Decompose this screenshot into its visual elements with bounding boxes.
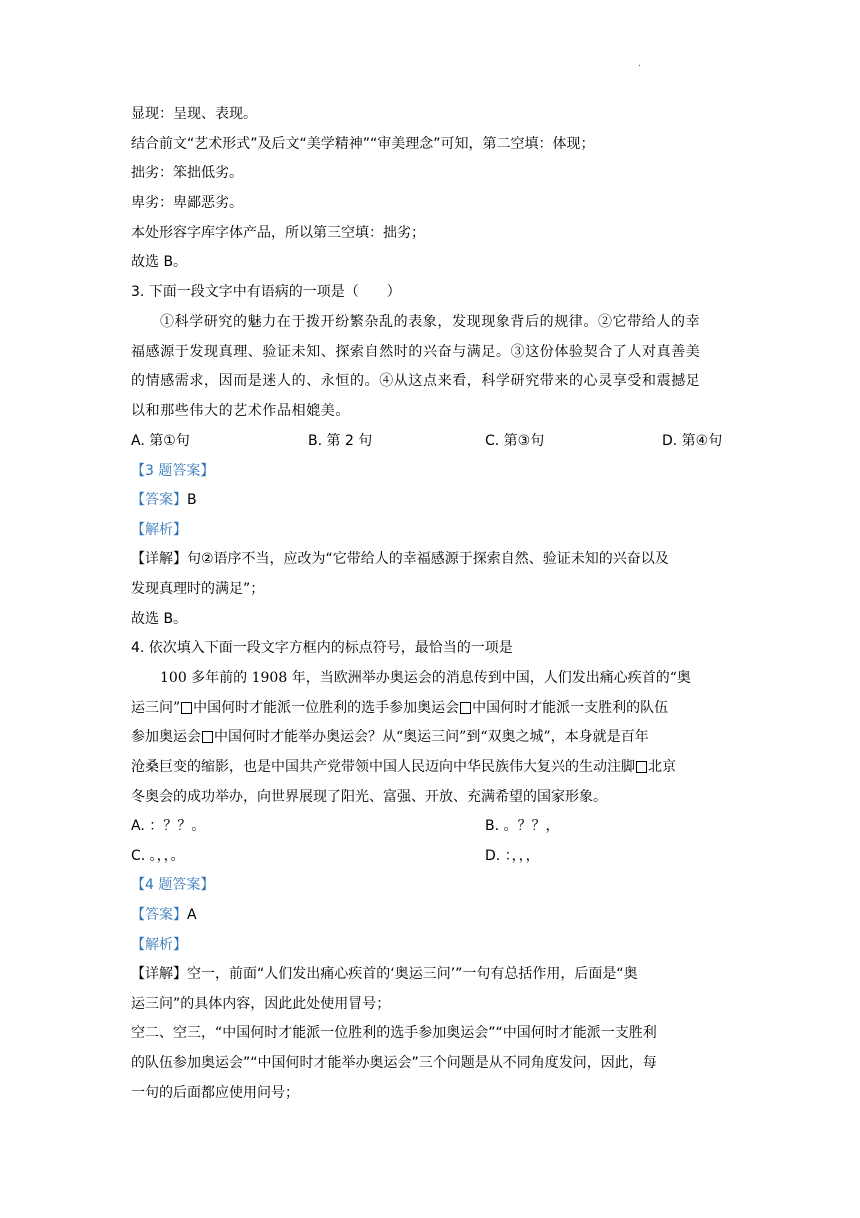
question-4-detail: 的队伍参加奥运会”“中国何时才能举办奥运会”三个问题是从不同角度发问，因此，每 bbox=[131, 1055, 657, 1071]
intro-line: 显现：呈现、表现。 bbox=[131, 106, 257, 122]
answer-value: B bbox=[187, 492, 197, 508]
question-4-answer-tag: 【4 题答案】 bbox=[131, 877, 215, 893]
question-4-stem: 4. 依次填入下面一段文字方框内的标点符号，最恰当的一项是 bbox=[131, 640, 513, 656]
question-4-option-c: C. 。，，。 bbox=[131, 848, 185, 864]
intro-line: 结合前文“艺术形式”及后文“美学精神”“审美理念”可知，第二空填：体现； bbox=[131, 136, 595, 152]
intro-line: 卑劣：卑鄙恶劣。 bbox=[131, 195, 243, 211]
question-4-detail: 运三问”的具体内容，因此此处使用冒号； bbox=[131, 996, 391, 1012]
question-4-detail: 空二、空三，“中国何时才能派一位胜利的选手参加奥运会”“中国何时才能派一支胜利 bbox=[131, 1025, 657, 1041]
question-3-passage-line: 福感源于发现真理、验证未知、探索自然时的兴奋与满足。③这份体验契合了人对真善美 bbox=[131, 344, 701, 360]
passage-text: 北京 bbox=[648, 759, 676, 775]
question-3-conclusion: 故选 B。 bbox=[131, 611, 188, 627]
question-4-analysis-label: 【解析】 bbox=[131, 937, 187, 953]
question-4-detail: 【详解】空一，前面“人们发出痛心疾首的‘奥运三问’”一句有总括作用，后面是“奥 bbox=[131, 966, 638, 982]
intro-line: 拙劣：笨拙低劣。 bbox=[131, 165, 243, 181]
question-4-option-d: D. ：，，， bbox=[485, 848, 540, 864]
question-4-passage-line bbox=[131, 696, 731, 720]
intro-line: 本处形容字库字体产品，所以第三空填：拙劣； bbox=[131, 225, 425, 241]
question-3-answer-tag: 【3 题答案】 bbox=[131, 463, 215, 479]
passage-text: 中国何时才能派一位胜利的选手参加奥运会 bbox=[193, 700, 460, 716]
question-3-stem: 3. 下面一段文字中有语病的一项是（ ） bbox=[131, 284, 401, 300]
answer-label: 【答案】 bbox=[131, 907, 187, 923]
intro-line: 故选 B。 bbox=[131, 254, 188, 270]
passage-text: 运三问” bbox=[131, 700, 181, 716]
question-4-detail: 一句的后面都应使用问号； bbox=[131, 1085, 299, 1101]
blank-box-2 bbox=[460, 702, 471, 714]
blank-box-1 bbox=[181, 702, 192, 714]
answer-label: 【答案】 bbox=[131, 492, 187, 508]
question-3-passage-line: 以和那些伟大的艺术作品相媲美。 bbox=[131, 403, 350, 419]
question-3-option-d: D. 第④句 bbox=[662, 433, 723, 449]
passage-text: 沧桑巨变的缩影，也是中国共产党带领中国人民迈向中华民族伟大复兴的生动注脚 bbox=[131, 759, 635, 775]
answer-value: A bbox=[187, 907, 197, 923]
passage-text: 中国何时才能举办奥运会？从“奥运三问”到“双奥之城”，本身就是百年 bbox=[214, 729, 649, 745]
blank-box-4 bbox=[636, 761, 647, 773]
question-4-option-a: A. ：？？。 bbox=[131, 818, 206, 834]
question-3-detail: 发现真理时的满足”； bbox=[131, 581, 265, 597]
question-3-option-c: C. 第③句 bbox=[485, 433, 545, 449]
question-3-analysis-label: 【解析】 bbox=[131, 522, 187, 538]
question-3-answer bbox=[131, 488, 731, 512]
question-3-detail: 【详解】句②语序不当，应改为“它带给人的幸福感源于探索自然、验证未知的兴奋以及 bbox=[131, 551, 669, 567]
passage-text: 中国何时才能派一支胜利的队伍 bbox=[472, 700, 669, 716]
question-4-answer bbox=[131, 903, 731, 927]
question-4-option-b: B. 。？？， bbox=[485, 818, 560, 834]
question-3-passage-line: 的情感需求，因而是迷人的、永恒的。④从这点来看，科学研究带来的心灵享受和震撼足 bbox=[131, 373, 701, 389]
question-4-passage-line: 冬奥会的成功举办，向世界展现了阳光、富强、开放、充满希望的国家形象。 bbox=[131, 789, 607, 805]
blank-box-3 bbox=[202, 731, 213, 743]
passage-text: 参加奥运会 bbox=[131, 729, 201, 745]
question-3-passage-line: ①科学研究的魅力在于拨开纷繁杂乱的表象，发现现象背后的规律。②它带给人的幸 bbox=[160, 314, 701, 330]
question-4-passage-line bbox=[131, 755, 731, 779]
question-4-passage-line: 100 多年前的 1908 年，当欧洲举办奥运会的消息传到中国，人们发出痛心疾首的“奥 bbox=[160, 670, 691, 686]
page-marker: . bbox=[638, 58, 642, 69]
question-3-option-b: B. 第 2 句 bbox=[308, 433, 373, 449]
question-3-option-a: A. 第①句 bbox=[131, 433, 190, 449]
question-4-passage-line bbox=[131, 725, 731, 749]
